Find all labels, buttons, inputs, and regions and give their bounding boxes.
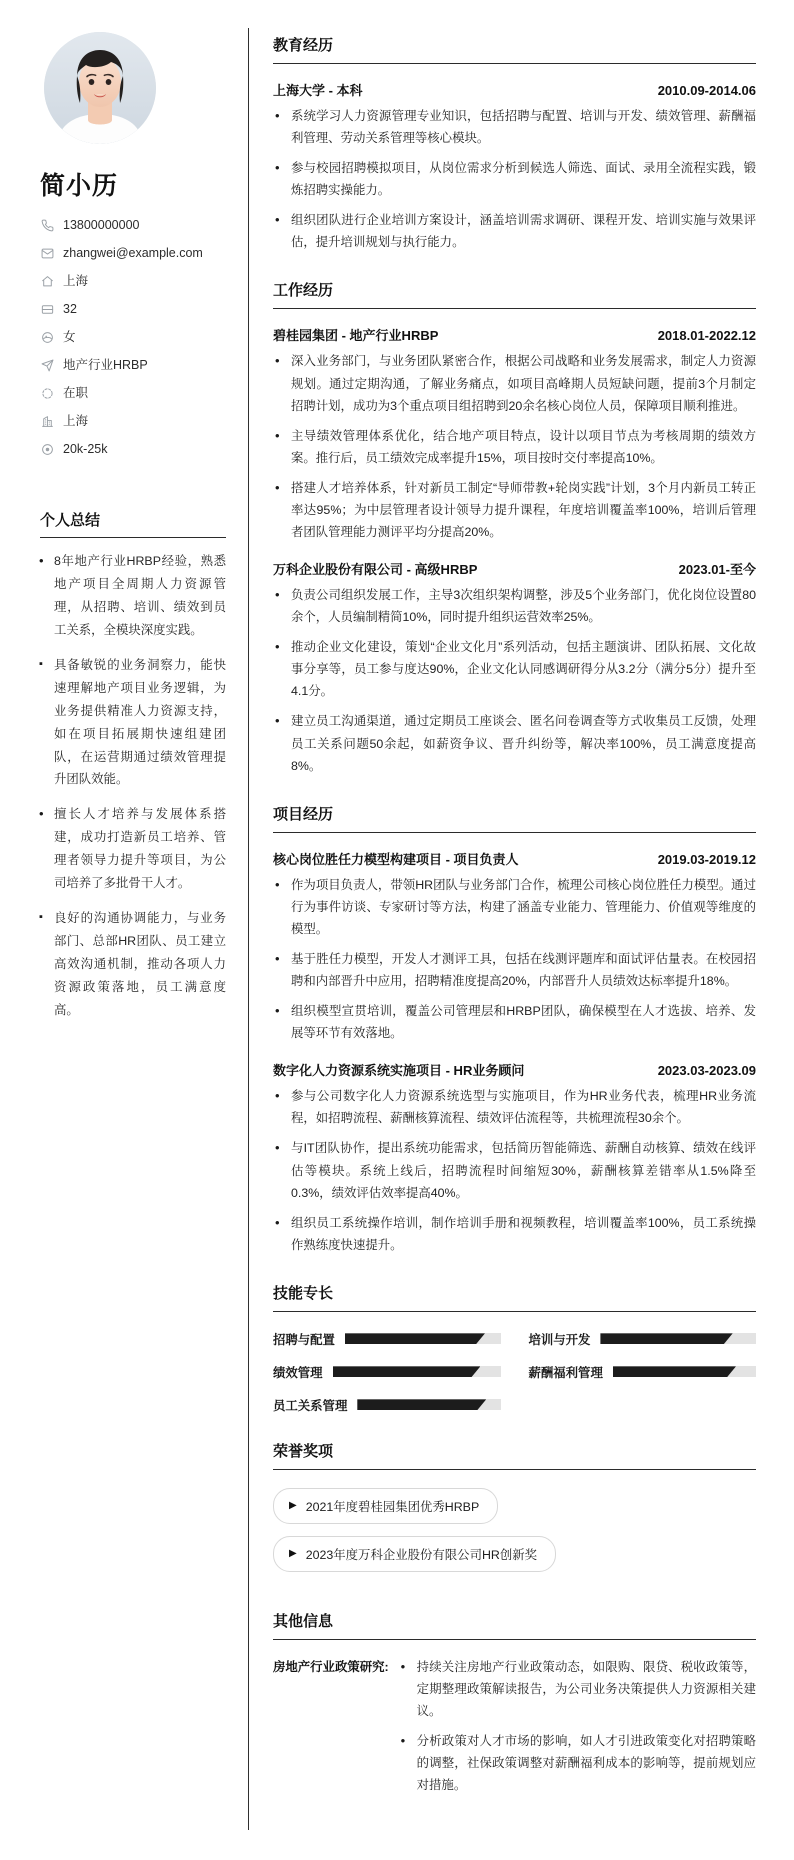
contact-work-city	[40, 414, 226, 429]
contact-value: 女	[63, 330, 76, 344]
entry-title: 数字化人力资源系统实施项目 - HR业务顾问	[273, 1063, 525, 1079]
home-icon	[40, 275, 54, 289]
contact-age	[40, 302, 226, 317]
entry-date: 2010.09-2014.06	[657, 83, 756, 98]
summary-section	[38, 509, 226, 1022]
contact-value: 上海	[63, 274, 89, 288]
award-row	[273, 1488, 756, 1536]
skill-label: 薪酬福利管理	[528, 1365, 603, 1380]
award-label: 2021年度碧桂园集团优秀HRBP	[305, 1499, 480, 1514]
contact-salary	[40, 442, 226, 457]
list-item: • 与IT团队协作，提出系统功能需求，包括简历智能筛选、薪酬自动核算、绩效在线评估等模块。系统上线后，招聘流程时间缩短30%，薪酬核算差错率从1.5%降至0.3%，绩效评估效率提高40%。	[273, 1137, 756, 1203]
award-chip[interactable]	[273, 1488, 498, 1524]
education-entry	[273, 80, 756, 253]
contact-value: 20k-25k	[63, 442, 108, 456]
list-item: • 负责公司组织发展工作，主导3次组织架构调整，涉及5个业务部门，优化岗位设置80余个，人员编制精简10%，同时提升组织运营效率25%。	[273, 584, 756, 628]
triangle-right-icon: ▶	[289, 1499, 297, 1511]
other-info-heading: 其他信息	[273, 1610, 756, 1640]
skills-heading: 技能专长	[273, 1282, 756, 1312]
skill-row	[529, 1363, 757, 1381]
skill-row	[273, 1330, 501, 1348]
awards-heading: 荣誉奖项	[273, 1440, 756, 1470]
education-section	[273, 34, 756, 253]
entry-title: 核心岗位胜任力模型构建项目 - 项目负责人	[273, 851, 519, 867]
salary-icon	[40, 443, 54, 457]
list-item: • 组织团队进行企业培训方案设计，涵盖培训需求调研、课程开发、培训实施与效果评估，提升培训规划与执行能力。	[273, 209, 756, 253]
other-info-label: 房地产行业政策研究:	[273, 1659, 389, 1674]
column-divider	[248, 28, 249, 1830]
page-title: 简小历	[40, 172, 119, 200]
skill-bar-fill	[345, 1333, 485, 1344]
summary-heading: 个人总结	[40, 509, 226, 538]
entry-title: 碧桂园集团 - 地产行业HRBP	[273, 328, 439, 344]
entry-header	[273, 849, 756, 868]
skill-bar-fill	[357, 1399, 486, 1410]
gender-icon	[40, 331, 54, 345]
list-item: • 搭建人才培养体系，针对新员工制定“导师带教+轮岗实践”计划，3个月内新员工转正率达95%；为中层管理者设计领导力提升课程，年度培训覆盖率100%，培训后管理者团队管理能力测评平均分提高20%。	[273, 477, 756, 543]
entry-date: 2019.03-2019.12	[657, 851, 756, 867]
entry-header	[273, 1060, 756, 1079]
list-item: • 擅长人才培养与发展体系搭建，成功打造新员工培养、管理者领导力提升等项目，为公司培养了多批骨干人才。	[38, 803, 226, 895]
entry-date: 2023.01-至今	[678, 562, 756, 578]
skill-label: 培训与开发	[528, 1332, 591, 1347]
entry-title: 上海大学 - 本科	[273, 83, 363, 98]
entry-bullets	[273, 105, 756, 253]
skill-label: 绩效管理	[273, 1365, 323, 1380]
project-entry	[273, 849, 756, 1045]
award-row	[273, 1536, 756, 1584]
list-item: ▪ 良好的沟通协调能力，与业务部门、总部HR团队、员工建立高效沟通机制，推动各项人力资源政策落地，员工满意度高。	[38, 907, 226, 1022]
entry-bullets	[273, 350, 756, 543]
list-item: • 推动企业文化建设，策划“企业文化月”系列活动，包括主题演讲、团队拓展、文化故事分享等，员工参与度达90%，企业文化认同感调研得分从3.2分（满分5分）提升至4.1分。	[273, 636, 756, 702]
contact-phone	[40, 218, 226, 233]
contact-gender	[40, 330, 226, 345]
projects-section	[273, 803, 756, 1256]
contact-value: 上海	[63, 414, 89, 428]
entry-date: 2018.01-2022.12	[657, 328, 756, 344]
skill-label: 员工关系管理	[273, 1398, 348, 1413]
list-item: • 基于胜任力模型，开发人才测评工具，包括在线测评题库和面试评估量表。在校园招聘和内部晋升中应用，招聘精准度提高20%，内部晋升人员绩效达标率提升18%。	[273, 948, 756, 992]
entry-bullets	[273, 1085, 756, 1256]
entry-date: 2023.03-2023.09	[657, 1063, 756, 1079]
work-section	[273, 279, 756, 776]
list-item: • 建立员工沟通渠道，通过定期员工座谈会、匿名问卷调查等方式收集员工反馈，处理员工关系问题50余起，如薪资争议、晋升纠纷等，解决率100%，员工满意度提高8%。	[273, 710, 756, 776]
skill-row	[529, 1330, 757, 1348]
contact-list	[40, 218, 226, 457]
list-item: • 持续关注房地产行业政策动态，如限购、限贷、税收政策等，定期整理政策解读报告，为公司业务决策提供人力资源相关建议。	[399, 1656, 756, 1722]
list-item: • 系统学习人力资源管理专业知识，包括招聘与配置、培训与开发、绩效管理、薪酬福利管理、劳动关系管理等核心模块。	[273, 105, 756, 149]
skill-bar-fill	[600, 1333, 732, 1344]
entry-header	[273, 559, 756, 578]
awards-section	[273, 1440, 756, 1584]
skill-bar-track	[333, 1366, 501, 1377]
entry-title: 万科企业股份有限公司 - 高级HRBP	[273, 562, 478, 578]
work-entry	[273, 325, 756, 543]
id-card-icon	[40, 303, 54, 317]
entry-bullets	[273, 874, 756, 1045]
contact-hometown	[40, 274, 226, 289]
work-heading: 工作经历	[273, 279, 756, 309]
contact-email	[40, 246, 226, 261]
skill-row	[273, 1363, 501, 1381]
list-item: • 组织模型宣贯培训，覆盖公司管理层和HRBP团队，确保模型在人才选拔、培养、发展等环节有效落地。	[273, 1000, 756, 1044]
skill-bar-track	[357, 1399, 500, 1410]
award-chip[interactable]	[273, 1536, 556, 1572]
phone-icon	[40, 219, 54, 233]
building-icon	[40, 415, 54, 429]
avatar	[44, 32, 156, 144]
skill-label: 招聘与配置	[273, 1332, 335, 1347]
entry-header	[273, 325, 756, 344]
list-item: • 组织员工系统操作培训，制作培训手册和视频教程，培训覆盖率100%，员工系统操作熟练度快速提升。	[273, 1212, 756, 1256]
mail-icon	[40, 247, 54, 261]
triangle-right-icon: ▶	[289, 1547, 297, 1559]
projects-heading: 项目经历	[273, 803, 756, 833]
list-item: • 深入业务部门，与业务团队紧密合作，根据公司战略和业务发展需求，制定人力资源规划。通过定期沟通，了解业务痛点，如项目高峰期人员短缺问题，提前3个月制定招聘计划，成功为3个重点项目组招聘到20余名核心岗位人员，保障项目顺利推进。	[273, 350, 756, 416]
award-label: 2023年度万科企业股份有限公司HR创新奖	[305, 1547, 538, 1562]
other-info-section	[273, 1610, 756, 1804]
awards-list	[273, 1488, 756, 1584]
contact-value: 地产行业HRBP	[63, 358, 148, 372]
status-icon	[40, 387, 54, 401]
contact-position	[40, 358, 226, 373]
other-info-bullets	[399, 1656, 756, 1804]
list-item: • 主导绩效管理体系优化，结合地产项目特点，设计以项目节点为考核周期的绩效方案。推行后，员工绩效完成率提升15%，项目按时交付率提高10%。	[273, 425, 756, 469]
contact-value: 13800000000	[63, 218, 140, 232]
entry-bullets	[273, 584, 756, 777]
work-entry	[273, 559, 756, 777]
sidebar	[38, 28, 248, 1830]
list-item: • 作为项目负责人，带领HR团队与业务部门合作，梳理公司核心岗位胜任力模型。通过行为事件访谈、专家研讨等方法，构建了涵盖专业能力、管理能力、价值观等维度的模型。	[273, 874, 756, 940]
skill-bar-track	[345, 1333, 501, 1344]
skill-row	[273, 1396, 501, 1414]
list-item: • 8年地产行业HRBP经验，熟悉地产项目全周期人力资源管理，从招聘、培训、绩效到员工关系，全模块深度实践。	[38, 550, 226, 642]
contact-value: 在职	[63, 386, 89, 400]
summary-bullets	[38, 550, 226, 1022]
contact-value: zhangwei@example.com	[63, 246, 203, 260]
list-item: • 参与公司数字化人力资源系统选型与实施项目，作为HR业务代表，梳理HR业务流程，如招聘流程、薪酬核算流程、绩效评估流程等，共梳理流程30余个。	[273, 1085, 756, 1129]
list-item: • 参与校园招聘模拟项目，从岗位需求分析到候选人筛选、面试、录用全流程实践，锻炼招聘实操能力。	[273, 157, 756, 201]
skill-bar-track	[613, 1366, 756, 1377]
education-heading: 教育经历	[273, 34, 756, 64]
skill-bar-fill	[613, 1366, 736, 1377]
skills-section	[273, 1282, 756, 1414]
portrait-photo-icon	[44, 32, 156, 144]
other-info-block	[273, 1656, 756, 1804]
contact-value: 32	[63, 302, 77, 316]
skills-grid	[273, 1330, 756, 1414]
entry-header	[273, 80, 756, 99]
list-item: • 分析政策对人才市场的影响，如人才引进政策变化对招聘策略的调整，社保政策调整对薪酬福利成本的影响等，提前规划应对措施。	[399, 1730, 756, 1796]
skill-bar-track	[600, 1333, 756, 1344]
main-content	[273, 28, 756, 1830]
project-entry	[273, 1060, 756, 1256]
send-icon	[40, 359, 54, 373]
contact-status	[40, 386, 226, 401]
list-item: ▪ 具备敏锐的业务洞察力，能快速理解地产项目业务逻辑，为业务提供精准人力资源支持，如在项目拓展期快速组建团队，在运营期通过绩效管理提升团队效能。	[38, 654, 226, 792]
skill-bar-fill	[333, 1366, 481, 1377]
